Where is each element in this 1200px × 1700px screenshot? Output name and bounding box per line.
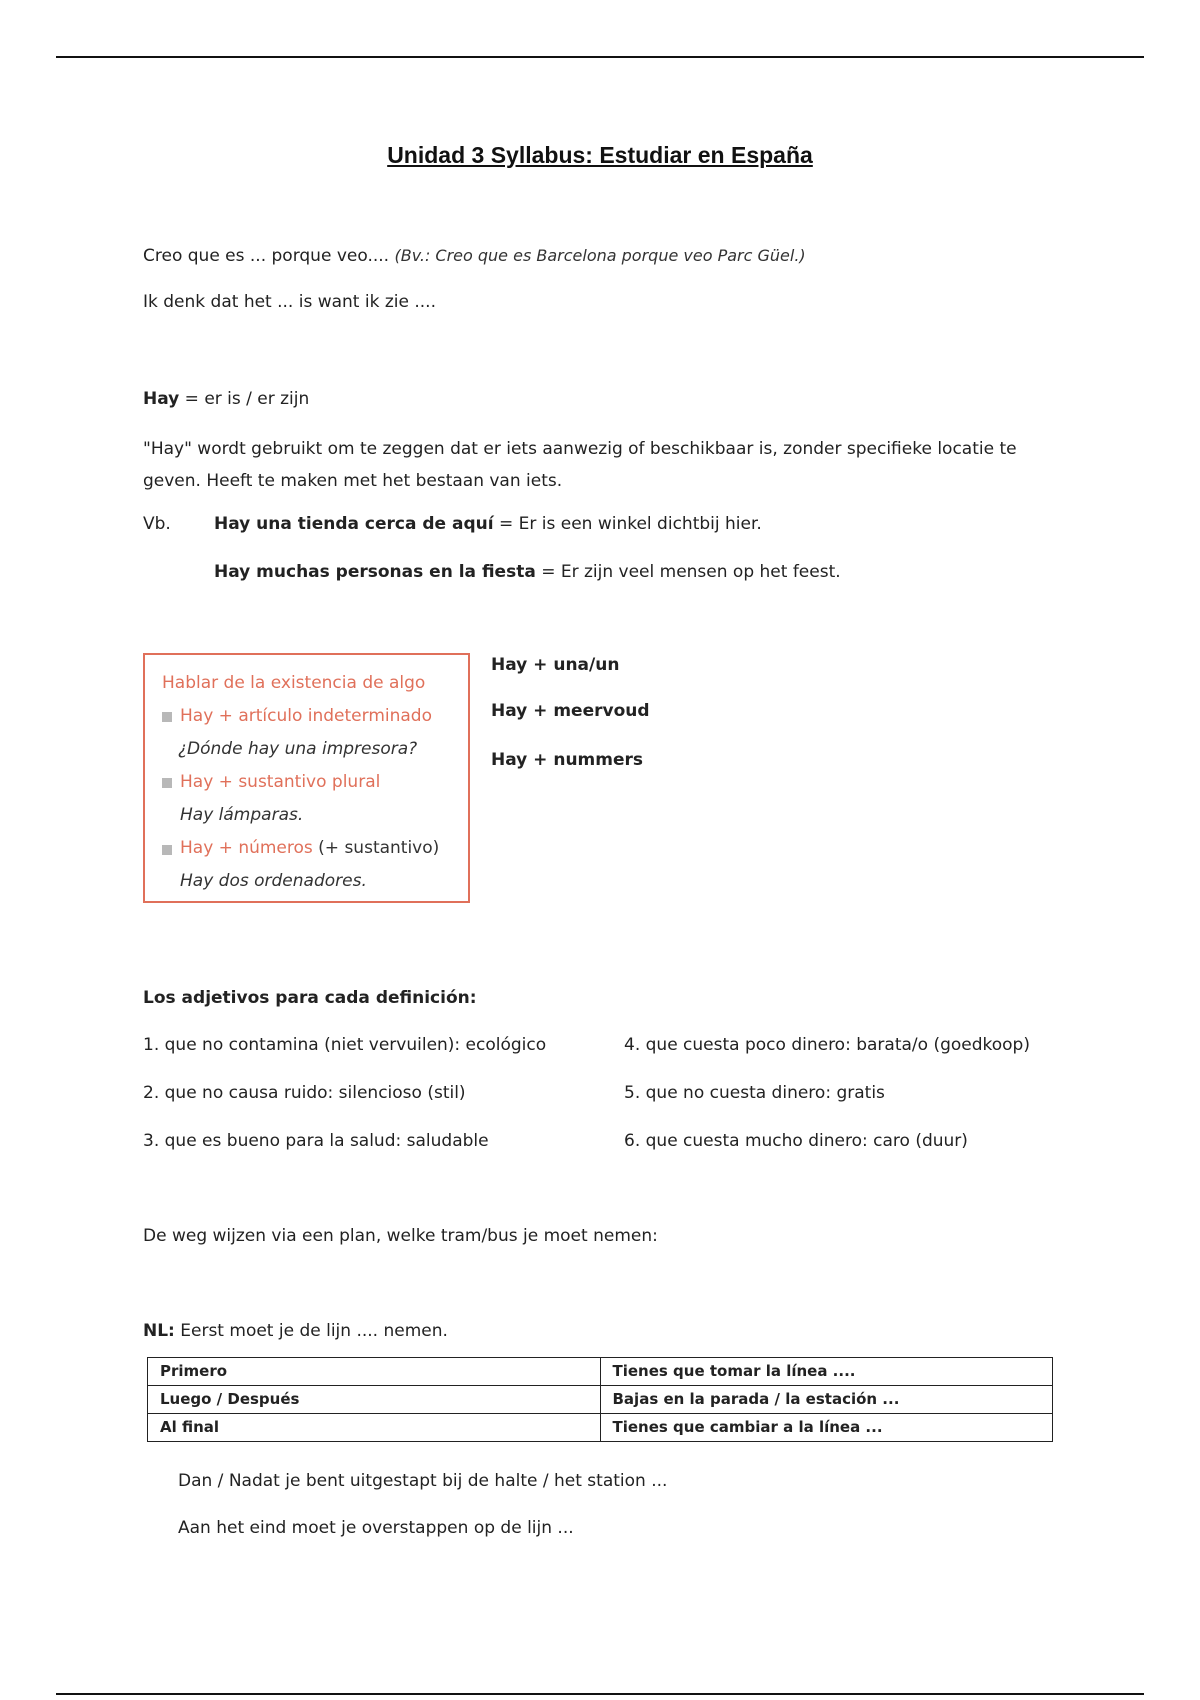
table-cell: Tienes que cambiar a la línea ... xyxy=(600,1414,1053,1442)
adjective-4: 4. que cuesta poco dinero: barata/o (goedkoop) xyxy=(624,1035,1030,1055)
hay-explanation: "Hay" wordt gebruikt om te zeggen dat er iets aanwezig of beschikbaar is, zonder specifieke locatie te geven. Heeft te maken met het bestaan van iets. xyxy=(143,439,1017,491)
grammar-box xyxy=(143,653,470,903)
grammar-example-2: Hay lámparas. xyxy=(180,805,304,825)
table-cell: Al final xyxy=(148,1414,601,1442)
adjective-3: 3. que es bueno para la salud: saludable xyxy=(143,1131,489,1151)
grammar-example-1: ¿Dónde hay una impresora? xyxy=(178,739,418,759)
opinion-phrase xyxy=(143,248,806,265)
directions-intro: De weg wijzen via een plan, welke tram/bus je moet nemen: xyxy=(143,1226,658,1246)
hay-example-1-es: Hay una tienda cerca de aquí xyxy=(214,514,494,534)
table-cell: Primero xyxy=(148,1358,601,1386)
hay-example-2 xyxy=(214,564,841,581)
table-row xyxy=(148,1386,1053,1414)
square-bullet-icon xyxy=(162,712,172,722)
bottom-rule xyxy=(56,1693,1144,1695)
grammar-rule-2: Hay + sustantivo plural xyxy=(180,772,381,792)
adjective-2: 2. que no causa ruido: silencioso (stil) xyxy=(143,1083,466,1103)
adjectives-heading: Los adjetivos para cada definición: xyxy=(143,988,477,1008)
hay-form-3: Hay + nummers xyxy=(491,750,644,770)
example-label: Vb. xyxy=(143,514,171,534)
hay-example-2-es: Hay muchas personas en la fiesta xyxy=(214,562,536,582)
table-cell: Tienes que tomar la línea .... xyxy=(600,1358,1053,1386)
square-bullet-icon xyxy=(162,845,172,855)
directions-nl xyxy=(143,1323,448,1340)
adjective-1: 1. que no contamina (niet vervuilen): ecológico xyxy=(143,1035,547,1055)
hay-definition xyxy=(143,391,309,408)
grammar-rule-3-main: Hay + números xyxy=(180,838,313,858)
hay-meaning: = er is / er zijn xyxy=(179,389,310,409)
directions-nl-text: Eerst moet je de lijn .... nemen. xyxy=(174,1321,448,1341)
grammar-box-title: Hablar de la existencia de algo xyxy=(162,673,426,693)
hay-example-1 xyxy=(214,516,762,533)
grammar-example-3: Hay dos ordenadores. xyxy=(180,871,367,891)
opinion-es-phrase: Creo que es ... porque veo.... xyxy=(143,246,390,266)
table-row xyxy=(148,1358,1053,1386)
table-row xyxy=(148,1414,1053,1442)
table-cell: Bajas en la parada / la estación ... xyxy=(600,1386,1053,1414)
top-rule xyxy=(56,56,1144,58)
adjective-5: 5. que no cuesta dinero: gratis xyxy=(624,1083,885,1103)
grammar-rule-3 xyxy=(180,838,439,858)
grammar-rule-1: Hay + artículo indeterminado xyxy=(180,706,432,726)
hay-term: Hay xyxy=(143,389,180,409)
adjective-6: 6. que cuesta mucho dinero: caro (duur) xyxy=(624,1131,968,1151)
page-title: Unidad 3 Syllabus: Estudiar en España xyxy=(387,142,813,168)
directions-nl-label: NL: xyxy=(143,1321,175,1341)
hay-example-2-nl: = Er zijn veel mensen op het feest. xyxy=(535,562,841,582)
directions-after-1: Dan / Nadat je bent uitgestapt bij de halte / het station ... xyxy=(178,1471,668,1491)
opinion-example: (Bv.: Creo que es Barcelona porque veo Parc Güel.) xyxy=(394,246,806,265)
directions-table xyxy=(147,1357,1053,1442)
square-bullet-icon xyxy=(162,778,172,788)
grammar-rule-3-extra: (+ sustantivo) xyxy=(312,838,440,858)
hay-form-1: Hay + una/un xyxy=(491,655,620,675)
table-cell: Luego / Después xyxy=(148,1386,601,1414)
opinion-translation: Ik denk dat het ... is want ik zie .... xyxy=(143,292,436,312)
directions-after-2: Aan het eind moet je overstappen op de lijn ... xyxy=(178,1518,574,1538)
hay-example-1-nl: = Er is een winkel dichtbij hier. xyxy=(493,514,762,534)
hay-form-2: Hay + meervoud xyxy=(491,701,650,721)
